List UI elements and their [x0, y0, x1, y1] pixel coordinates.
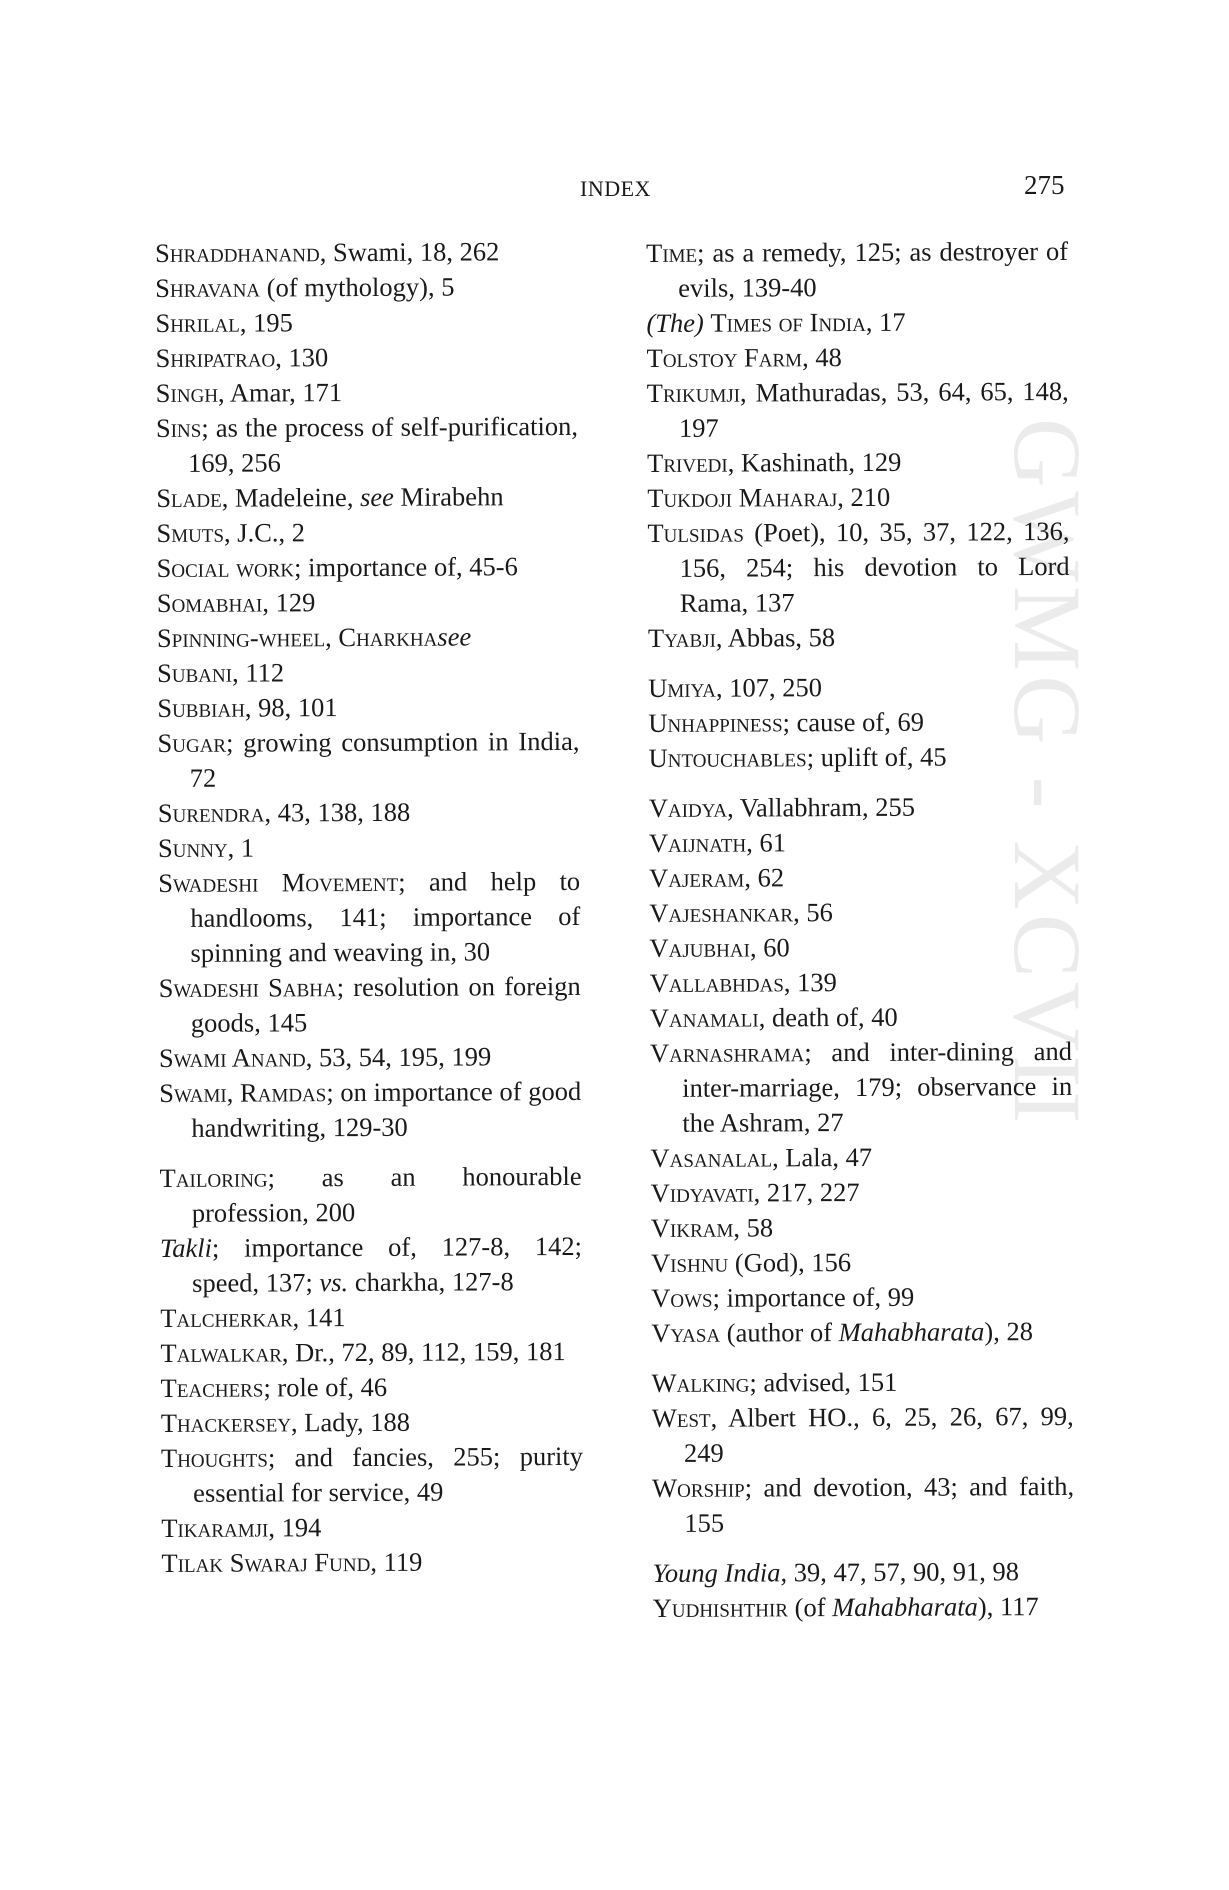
entry-heading: Talcherkar: [160, 1302, 293, 1333]
index-entry: [648, 739, 1070, 776]
entry-heading: Sins: [155, 412, 202, 443]
entry-text: ; and devotion, 43; and faith, 155: [684, 1470, 1075, 1538]
index-entry: [157, 654, 579, 691]
index-entry: [156, 479, 578, 516]
index-entry: [156, 409, 578, 481]
index-entry: [652, 1399, 1074, 1471]
index-entry: [647, 374, 1069, 446]
entry-heading: Vajeshankar: [649, 897, 794, 928]
entry-text: , 43, 138, 188: [264, 796, 411, 828]
entry-text: , Swami, 18, 262: [319, 236, 500, 268]
watermark: GWMG - XCVII: [994, 418, 1101, 1128]
entry-heading: Swadeshi Sabha: [158, 972, 337, 1003]
index-entry: [652, 1554, 1074, 1591]
entry-text: , Amar, 171: [217, 377, 343, 408]
entry-text: ; importance of, 45-6: [294, 551, 518, 583]
entry-text: ), 28: [984, 1316, 1034, 1347]
entry-heading: Vanamali: [649, 1002, 759, 1033]
entry-heading-italic: Takli: [159, 1232, 213, 1263]
index-entry: [160, 1229, 582, 1301]
entry-text: , 56: [792, 897, 833, 928]
entry-heading-secondary: Times of India: [710, 306, 866, 338]
entry-text: , 130: [275, 342, 329, 373]
index-entry: [160, 1299, 582, 1336]
entry-heading: Unhappiness: [648, 707, 783, 738]
index-entry: [155, 269, 577, 306]
entry-heading: Yudhishthir: [652, 1592, 789, 1623]
index-entry: [156, 339, 578, 376]
entry-text: ; resolution on foreign goods, 145: [190, 970, 581, 1038]
index-entry: [158, 794, 580, 831]
entry-heading: Untouchables: [648, 742, 807, 773]
entry-heading: Time: [646, 237, 698, 268]
entry-heading: Umiya: [648, 672, 716, 703]
entry-heading: Vikram: [650, 1212, 734, 1243]
entry-text: (of: [787, 1592, 833, 1623]
entry-heading: Tukdoji Maharaj: [647, 482, 838, 513]
entry-text: , 61: [746, 827, 787, 858]
entry-text: ; and inter-dining and inter-marriage, 179; observance in the Ashram, 27: [682, 1035, 1073, 1138]
index-entry: [651, 1314, 1073, 1351]
entry-text: ; as the process of self-purification, 169, 256: [188, 410, 579, 478]
entry-heading: Shraddhanand: [155, 237, 320, 268]
entry-text: , 48: [801, 342, 842, 373]
running-head: [0, 170, 1229, 210]
index-entry: [647, 339, 1069, 376]
index-entry: [653, 1589, 1075, 1626]
entry-text: ; growing consumption in India, 72: [189, 725, 580, 793]
index-entry: [649, 859, 1071, 896]
entry-italic: Mahabharata: [832, 1591, 978, 1623]
entry-heading: Tailoring: [159, 1162, 268, 1193]
index-entry: [648, 704, 1070, 741]
entry-text: , 1: [227, 832, 255, 863]
entry-text: ; and help to handlooms, 141; importance of spinning and weaving in, 30: [190, 865, 581, 968]
index-entry: [649, 824, 1071, 861]
entry-heading: Vaijnath: [648, 827, 747, 858]
entry-text: , 195: [239, 307, 293, 338]
entry-heading: Shrilal: [155, 307, 240, 338]
entry-text: ; uplift of, 45: [806, 741, 947, 773]
index-entry: [648, 619, 1070, 656]
index-entry: [650, 999, 1072, 1036]
entry-text: , Kashinath, 129: [727, 446, 902, 478]
index-entry: [651, 1174, 1073, 1211]
entry-text: ; cause of, 69: [782, 706, 924, 738]
entry-heading: Vasanalal: [650, 1142, 773, 1173]
entry-heading: Social work: [156, 552, 295, 583]
entry-heading: Vyasa: [651, 1317, 721, 1348]
entry-heading: Varnashrama: [649, 1037, 805, 1068]
index-entry: [652, 1364, 1074, 1401]
index-entry: [161, 1439, 583, 1511]
index-entry: [160, 1334, 582, 1371]
entry-text: , 107, 250: [715, 672, 822, 703]
index-entry: [157, 549, 579, 586]
entry-text: ; importance of, 99: [712, 1281, 915, 1313]
entry-text: , 60: [749, 932, 790, 963]
index-entry: [156, 514, 578, 551]
entry-text: , Abbas, 58: [715, 622, 836, 653]
index-entry: [649, 894, 1071, 931]
entry-text: charkha, 127-8: [348, 1266, 514, 1298]
index-entry: [651, 1209, 1073, 1246]
entry-heading: Thackersey: [160, 1407, 292, 1438]
entry-heading: Shripatrao: [155, 342, 276, 373]
entry-text: , 129: [262, 587, 316, 618]
entry-italic: Mahabharata: [838, 1316, 985, 1348]
index-entry: [650, 1139, 1072, 1176]
index-entry: [157, 689, 579, 726]
entry-text: ; and fancies, 255; purity essential for service, 49: [193, 1440, 584, 1508]
entry-text: (author of: [720, 1317, 839, 1348]
entry-text: , 210: [837, 481, 891, 513]
index-entry: [651, 1244, 1073, 1281]
entry-heading: Talwalkar: [160, 1337, 282, 1368]
entry-text: , 112: [231, 657, 285, 688]
entry-heading: Teachers: [160, 1372, 264, 1403]
entry-heading: Vaidya: [648, 792, 728, 823]
entry-text: , Lala, 47: [771, 1141, 873, 1173]
entry-heading: Tulsidas: [647, 517, 744, 548]
index-entry: [652, 1469, 1074, 1541]
entry-text: ; advised, 151: [749, 1366, 898, 1398]
index-entry: [647, 514, 1070, 621]
entry-heading: Tikaramji: [161, 1512, 269, 1543]
entry-text: , 53, 54, 195, 199: [305, 1041, 492, 1073]
entry-heading: Subani: [157, 657, 233, 688]
index-entry: [157, 619, 579, 656]
entry-text: , Albert HO., 6, 25, 26, 67, 99, 249: [683, 1400, 1074, 1468]
index-column-left: [155, 234, 584, 1581]
index-entry: [647, 444, 1069, 481]
index-entry: [650, 964, 1072, 1001]
entry-text: , 217, 227: [753, 1176, 860, 1208]
entry-heading: Subbiah: [157, 692, 245, 723]
entry-text: Mirabehn: [393, 481, 504, 512]
page-number: 275: [1024, 170, 1065, 200]
entry-text: , Lady, 188: [290, 1406, 411, 1438]
entry-heading: Somabhai: [156, 587, 263, 618]
entry-heading-secondary: Charkha: [338, 621, 438, 653]
entry-heading: Singh: [155, 377, 219, 408]
entry-text: (God), 156: [728, 1247, 852, 1278]
entry-heading: Swadeshi Movement: [158, 866, 399, 898]
index-entry: [159, 1039, 581, 1076]
entry-italic: see: [437, 621, 472, 652]
index-column-right: [646, 234, 1075, 1626]
index-entry: [160, 1159, 582, 1231]
entry-text: ; as a remedy, 125; as destroyer of evils, 139-40: [678, 235, 1069, 303]
entry-heading: Vishnu: [650, 1247, 729, 1278]
entry-text: , 58: [733, 1212, 774, 1243]
entry-heading: Vajeram: [649, 862, 745, 893]
index-entry: [648, 669, 1070, 706]
entry-heading: Sunny: [157, 832, 228, 863]
entry-heading-italic: (The): [646, 307, 704, 338]
entry-heading: Slade: [156, 482, 222, 513]
entry-text: , Madeleine,: [221, 482, 361, 513]
entry-text: ; importance of, 127-8, 142; speed, 137;: [192, 1230, 583, 1298]
entry-text: , Mathuradas, 53, 64, 65, 148, 197: [678, 375, 1069, 443]
index-entry: [159, 1074, 581, 1146]
entry-text: (Poet), 10, 35, 37, 122, 136, 156, 254; his devotion to Lord Rama, 137: [679, 515, 1070, 618]
entry-text: , Dr., 72, 89, 112, 159, 181: [281, 1336, 566, 1368]
entry-heading: Trivedi: [647, 447, 728, 478]
entry-heading-italic: Young India,: [652, 1557, 788, 1588]
index-entry: [161, 1544, 583, 1581]
entry-text: , 139: [783, 967, 837, 998]
entry-heading: Worship: [652, 1472, 745, 1503]
entry-text: ; on importance of good handwriting, 129-30: [191, 1075, 582, 1143]
entry-text: ,: [325, 622, 339, 653]
entry-heading: Tilak Swaraj Fund: [161, 1546, 371, 1578]
entry-heading: Tolstoy Farm: [646, 342, 803, 373]
index-entry: [651, 1279, 1073, 1316]
index-entry: [157, 724, 579, 796]
entry-text: ), 117: [977, 1591, 1039, 1622]
index-entry: [155, 304, 577, 341]
entry-heading: West: [651, 1402, 711, 1433]
entry-text: , Vallabhram, 255: [726, 791, 916, 823]
index-entry: [157, 584, 579, 621]
entry-heading: Vajubhai: [649, 932, 750, 963]
entry-heading: Tyabji: [647, 622, 716, 653]
entry-heading: Shravana: [155, 272, 261, 303]
index-entry: [159, 969, 581, 1041]
index-entry: [158, 829, 580, 866]
index-entry: [161, 1509, 583, 1546]
entry-text: , 119: [370, 1546, 423, 1577]
entry-heading: Walking: [651, 1367, 750, 1398]
entry-text: , 141: [292, 1302, 346, 1333]
running-head-title: INDEX: [580, 176, 651, 201]
entry-text: , J.C., 2: [223, 517, 306, 548]
index-entry: [649, 789, 1071, 826]
index-entry: [646, 304, 1068, 341]
entry-italic: see: [359, 481, 394, 513]
entry-italic: vs.: [319, 1267, 349, 1298]
entry-heading: Smuts: [156, 517, 225, 548]
entry-heading: Spinning-wheel: [156, 622, 326, 653]
entry-heading: Swami Anand: [158, 1042, 306, 1073]
entry-heading: Vows: [651, 1282, 713, 1313]
entry-text: , 62: [744, 862, 785, 893]
entry-text: , 98, 101: [244, 692, 338, 723]
entry-text: , death of, 40: [758, 1001, 898, 1033]
entry-heading: Swami, Ramdas: [159, 1077, 327, 1108]
entry-text: 39, 47, 57, 90, 91, 98: [786, 1556, 1019, 1588]
entry-text: ; role of, 46: [263, 1371, 388, 1403]
index-entry: [649, 929, 1071, 966]
entry-text: (of mythology), 5: [260, 271, 455, 303]
index-entry: [156, 374, 578, 411]
index-entry: [646, 234, 1068, 306]
entry-heading: Vidyavati: [650, 1177, 754, 1208]
entry-heading: Sugar: [157, 727, 227, 758]
entry-text: , 194: [268, 1512, 322, 1543]
index-entry: [155, 234, 577, 271]
entry-heading: Vallabhdas: [649, 967, 784, 998]
index-entry: [161, 1369, 583, 1406]
entry-text: ; as an honourable profession, 200: [191, 1160, 582, 1228]
entry-heading: Surendra: [157, 797, 265, 828]
index-entry: [647, 479, 1069, 516]
index-entry: [161, 1404, 583, 1441]
index-entry: [650, 1034, 1073, 1141]
entry-text: , 17: [865, 306, 906, 337]
entry-heading: Trikumji: [646, 377, 741, 408]
entry-heading: Thoughts: [160, 1442, 269, 1473]
index-entry: [158, 864, 581, 971]
